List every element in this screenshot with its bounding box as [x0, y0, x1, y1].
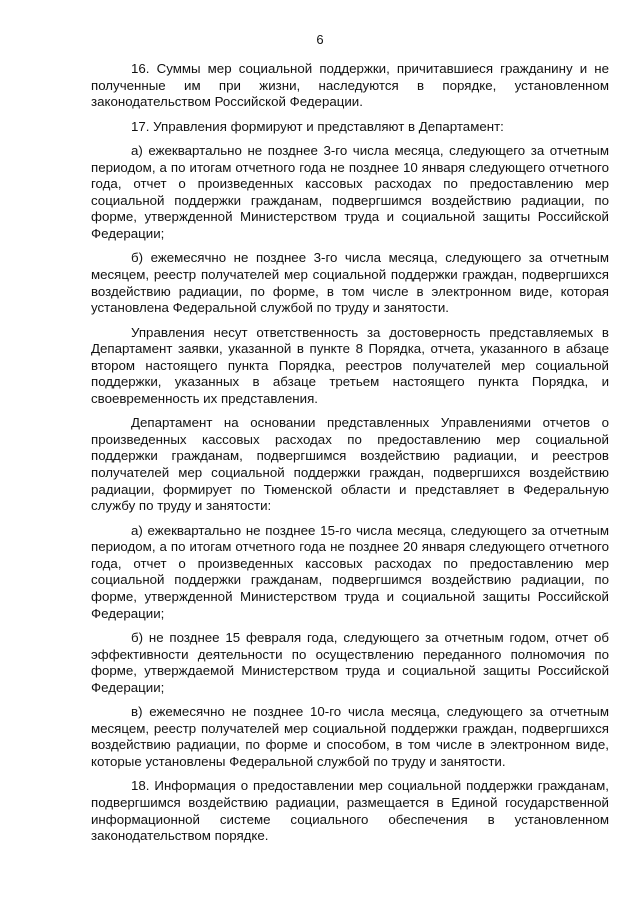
- page-number: 6: [316, 32, 324, 47]
- paragraph-18: 18. Информация о предоставлении мер социальной поддержки гражданам, подвергшимся воздействию радиации, размещается в Единой государственной информационной системе социального обеспечения в установленном законодательством порядке.: [91, 778, 609, 844]
- paragraph-17-b: б) ежемесячно не позднее 3-го числа месяца, следующего за отчетным месяцем, реестр получателей мер социальной поддержки граждан, подвергшихся воздействию радиации, по форме, в том числе в электронном виде, которая установлена Федеральной службой по труду и занятости.: [91, 250, 609, 316]
- paragraph-17-a: а) ежеквартально не позднее 3-го числа месяца, следующего за отчетным периодом, а по итогам отчетного года не позднее 10 января следующего отчетного года, отчет о произведенных кассовых расходах по предоставлению мер социальной поддержки гражданам, подвергшимся воздействию радиации, по форме, утвержденной Министерством труда и социальной защиты Российской Федерации;: [91, 142, 609, 241]
- paragraph-department: Департамент на основании представленных Управлениями отчетов о произведенных кассовых расходах по предоставлению мер социальной поддержки гражданам, подвергшимся воздействию радиации, и реестров получателей мер социальной поддержки граждан, подвергшихся воздействию радиации, формирует по Тюменской области и представляет в Федеральную службу по труду и занятости:: [91, 415, 609, 514]
- paragraph-department-a: а) ежеквартально не позднее 15-го числа месяца, следующего за отчетным периодом, а по итогам отчетного года не позднее 20 января следующего отчетного года, отчет о произведенных кассовых расходах по предоставлению мер социальной поддержки гражданам, подвергшимся воздействию радиации, по форме, утвержденной Министерством труда и социальной защиты Российской Федерации;: [91, 522, 609, 621]
- document-body: [91, 61, 609, 853]
- paragraph-17: 17. Управления формируют и представляют в Департамент:: [131, 118, 504, 134]
- paragraph-responsibility: Управления несут ответственность за достоверность представляемых в Департамент заявки, указанной в пункте 8 Порядка, отчета, указанного в абзаце втором настоящего пункта Порядка, реестров получателей мер социальной поддержки, указанных в абзаце третьем настоящего пункта Порядка, и своевременность их представления.: [91, 324, 609, 406]
- paragraph-16: 16. Суммы мер социальной поддержки, причитавшиеся гражданину и не полученные им при жизни, наследуются в порядке, установленном законодательством Российской Федерации.: [91, 61, 609, 110]
- paragraph-department-c: в) ежемесячно не позднее 10-го числа месяца, следующего за отчетным месяцем, реестр получателей мер социальной поддержки граждан, подвергшихся воздействию радиации, по форме и способом, в том числе в электронном виде, которые установлены Федеральной службой по труду и занятости.: [91, 704, 609, 769]
- paragraph-department-b: б) не позднее 15 февраля года, следующего за отчетным годом, отчет об эффективности деятельности по осуществлению переданного полномочия по форме, утверждаемой Министерством труда и социальной защиты Российской Федерации;: [91, 629, 609, 695]
